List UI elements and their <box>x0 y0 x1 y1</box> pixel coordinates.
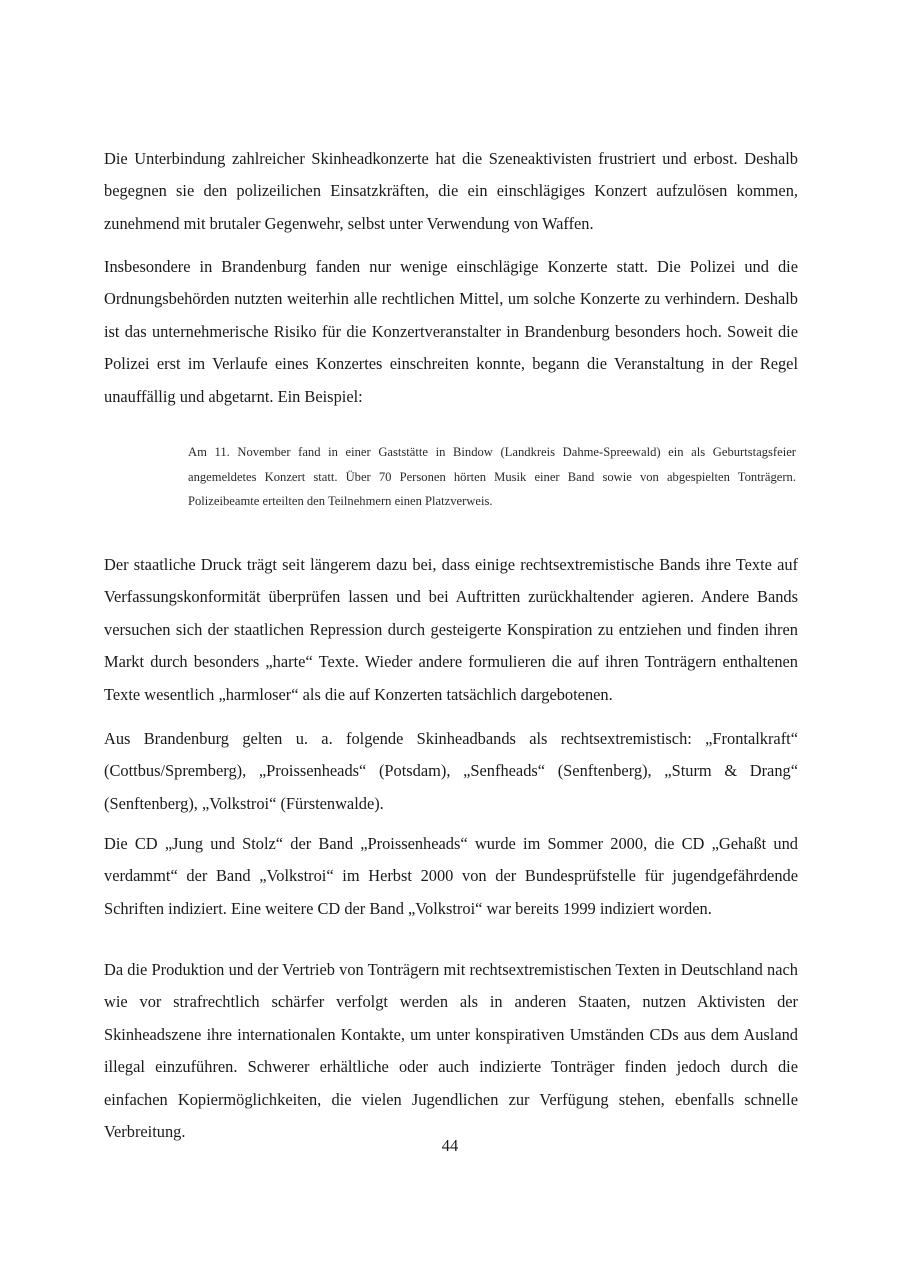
page-number: 44 <box>441 1136 459 1155</box>
paragraph-state-pressure: Der staatliche Druck trägt seit längerem dazu bei, dass einige rechtsextremistische Bands ihre Texte auf Verfassungskonformität überprüfen lassen und bei Auftritten zurückhaltender agieren. Andere Bands versuchen sich der staatlichen Repression durch gesteigerte Konspiration zu entziehen und finden ihren Markt durch besonders „harte“ Texte. Wieder andere formulieren die auf ihren Tonträgern enthaltenen Texte wesentlich „harmloser“ als die auf Konzerten tatsächlich dargebotenen. <box>104 555 798 704</box>
paragraph-illegal-import: Da die Produktion und der Vertrieb von Tonträgern mit rechtsextremistischen Texten in Deutschland nach wie vor strafrechtlich schärfer verfolgt werden als in anderen Staaten, nutzen Aktivisten der Skinheadszene ihre internationalen Kontakte, um unter konspirativen Umständen CDs aus dem Ausland illegal einzuführen. Schwerer erhältliche oder auch indizierte Tonträger finden jedoch durch die einfachen Kopiermöglichkeiten, die vielen Jugendlichen zur Verfügung stehen, ebenfalls schnelle Verbreitung. <box>104 960 798 1142</box>
example-quote: Am 11. November fand in einer Gaststätte in Bindow (Landkreis Dahme-Spreewald) ein als Geburtstagsfeier angemeldetes Konzert statt. Über 70 Personen hörten Musik einer Band sowie von abgespielten Tonträgern. Polizeibeamte erteilten den Teilnehmern einen Platzverweis. <box>188 445 796 508</box>
paragraph-skinhead-bands: Aus Brandenburg gelten u. a. folgende Skinheadbands als rechtsextremistisch: „Frontalkraft“ (Cottbus/Spremberg), „Proissenheads“ (Potsdam), „Senfheads“ (Senftenberg), „Sturm & Drang“ (Senftenberg), „Volkstroi“ (Fürstenwalde). <box>104 729 798 813</box>
paragraph-brandenburg-concerts: Insbesondere in Brandenburg fanden nur wenige einschlägige Konzerte statt. Die Polizei und die Ordnungsbehörden nutzten weiterhin alle rechtlichen Mittel, um solche Konzerte zu verhindern. Deshalb ist das unternehmerische Risiko für die Konzertveranstalter in Brandenburg besonders hoch. Soweit die Polizei erst im Verlaufe eines Konzertes einschreiten konnte, begann die Veranstaltung in der Regel unauffällig und abgetarnt. Ein Beispiel: <box>104 257 798 406</box>
paragraph-concert-suppression: Die Unterbindung zahlreicher Skinheadkonzerte hat die Szeneaktivisten frustriert und erbost. Deshalb begegnen sie den polizeilichen Einsatzkräften, die ein einschlägiges Konzert aufzulösen kommen, zunehmend mit brutaler Gegenwehr, selbst unter Verwendung von Waffen. <box>104 149 798 233</box>
paragraph-cd-indexing: Die CD „Jung und Stolz“ der Band „Proissenheads“ wurde im Sommer 2000, die CD „Gehaßt und verdammt“ der Band „Volkstroi“ im Herbst 2000 von der Bundesprüfstelle für jugendgefährdende Schriften indiziert. Eine weitere CD der Band „Volkstroi“ war bereits 1999 indiziert worden. <box>104 834 798 918</box>
